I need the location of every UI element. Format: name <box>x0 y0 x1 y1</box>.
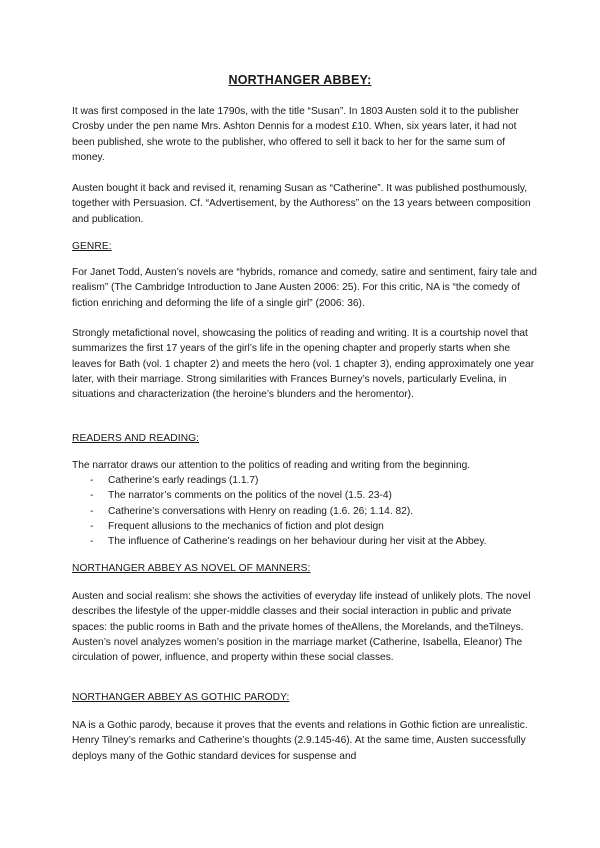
intro-paragraph-2: Austen bought it back and revised it, renaming Susan as “Catherine”. It was published posthumously, together with Persuasion. Cf. “Advertisement, by the Authoress” on the 13 years between composition and publication. <box>72 183 531 225</box>
gothic-heading: NORTHANGER ABBEY AS GOTHIC PARODY: <box>72 692 290 703</box>
list-item: - The narrator’s comments on the politics of the novel (1.5. 23-4) <box>72 488 552 503</box>
reading-heading: READERS AND READING: <box>72 433 200 444</box>
list-item: - Catherine’s early readings (1.1.7) <box>72 473 552 488</box>
genre-heading: GENRE: <box>72 241 112 252</box>
manners-paragraph-1: Austen and social realism: she shows the activities of everyday life instead of unlikely plots. The novel describes the lifestyle of the upper-middle classes and their social interaction in public and private spaces: the public rooms in Bath and the private homes of theAllens, the Morelands, and theTilneys. Austen’s novel analyzes women’s position in the marriage market (Catherine, Isabella, Eleanor) The circulation of power, influence, and property within these social classes. <box>72 591 531 664</box>
list-item: - Catherine’s conversations with Henry on reading (1.6. 26; 1.14. 82). <box>72 504 552 519</box>
reading-intro: The narrator draws our attention to the politics of reading and writing from the beginning. <box>72 460 471 471</box>
document-title: NORTHANGER ABBEY: <box>228 73 372 87</box>
reading-list <box>72 473 552 549</box>
list-item: - Frequent allusions to the mechanics of fiction and plot design <box>72 519 552 534</box>
list-item: - The influence of Catherine’s readings on her behaviour during her visit at the Abbey. <box>72 534 552 549</box>
genre-paragraph-2: Strongly metafictional novel, showcasing the politics of reading and writing. It is a courtship novel that summarizes the first 17 years of the girl’s life in the opening chapter and properly starts when she leaves for Bath (vol. 1 chapter 2) and meets the hero (vol. 1 chapter 3), ending approximately one year later, with their marriage. Strong similarities with Frances Burney’s novels, particularly Evelina, in situations and characterization (the heroine’s blunders and the heromentor). <box>72 328 535 401</box>
genre-paragraph-1: For Janet Todd, Austen’s novels are “hybrids, romance and comedy, satire and sentiment, fairy tale and realism” (The Cambridge Introduction to Jane Austen 2006: 25). For this critic, NA is “the comedy of fiction enriching and deforming the life of a single girl” (2006: 36). <box>72 267 537 309</box>
gothic-paragraph-1: NA is a Gothic parody, because it proves that the events and relations in Gothic fiction are unrealistic. Henry Tilney’s remarks and Catherine’s thoughts (2.9.145-46). At the same time, Austen successfully deploys many of the Gothic standard devices for suspense and <box>72 720 528 762</box>
manners-heading: NORTHANGER ABBEY AS NOVEL OF MANNERS: <box>72 563 311 574</box>
intro-paragraph-1: It was first composed in the late 1790s, with the title “Susan”. In 1803 Austen sold it to the publisher Crosby under the pen name Mrs. Ashton Dennis for a modest £10. When, six years later, it had not been published, she wrote to the publisher, who offered to sell it back to her for the same sum of money. <box>72 106 519 163</box>
